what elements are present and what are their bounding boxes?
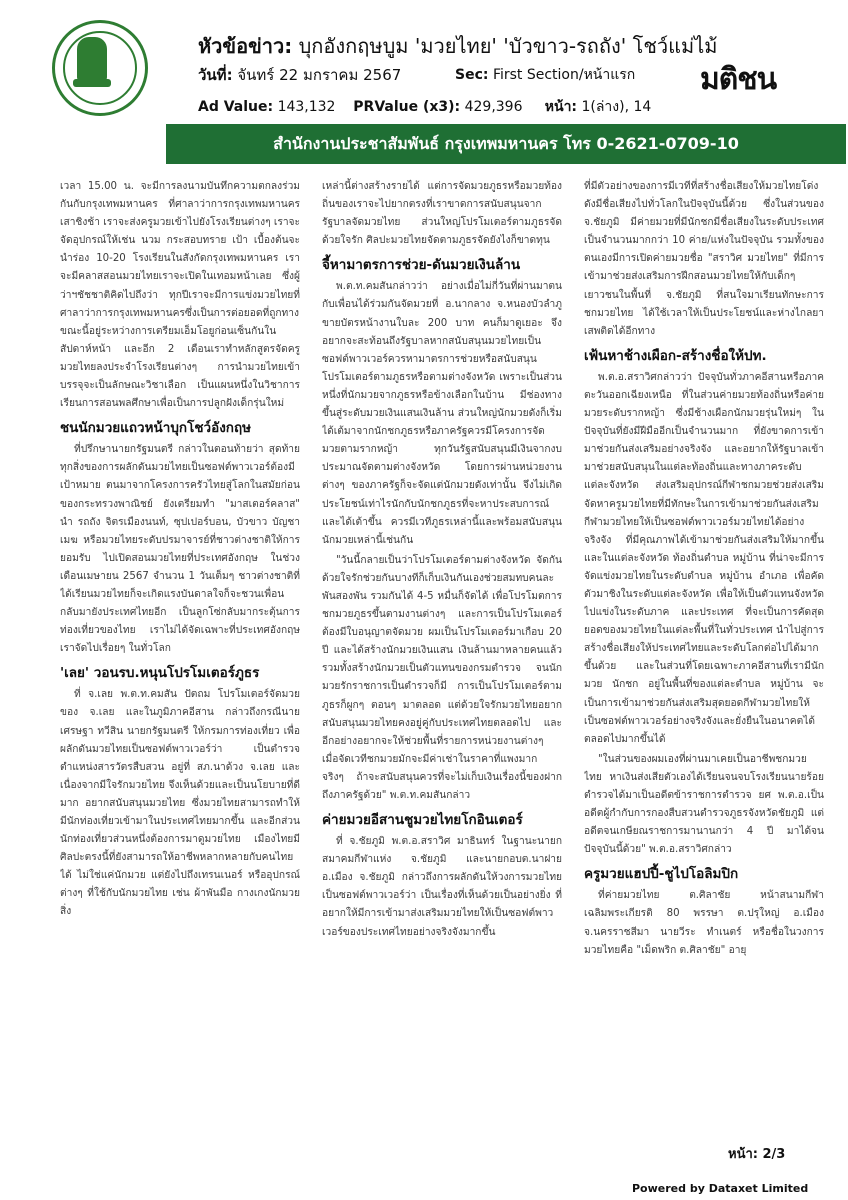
paragraph: ที่ค่ายมวยไทย ต.ศิลาชัย หน้าสนามกีฬาเฉลิมพระเกียรติ 80 พรรษา ต.ปรุใหญ่ อ.เมือง จ.นครราชสีมา นายวีระ ทำเนตร์ หรือชื่อในวงการมวยไทยคือ "เม็ดพริก ต.ศิลาชัย" อายุ [584, 890, 824, 956]
contact-banner [166, 124, 846, 164]
headline-text: บุกอังกฤษบูม 'มวยไทย' 'บัวขาว-รถถัง' โชว์แม่ไม้ [298, 34, 718, 58]
clipping-header [0, 0, 848, 120]
subheading: 'เลย' วอนรบ.หนุนโปรโมเตอร์ภูธร [60, 665, 260, 682]
subheading: ค่ายมวยอีสานชูมวยไทยโกอินเตอร์ [322, 812, 523, 829]
page-indicator: หน้า: 2/3 [728, 1147, 786, 1162]
subheading: ชนนักมวยแถวหน้าบุกโชว์อังกฤษ [60, 420, 252, 437]
section-label: Sec: [455, 67, 489, 83]
section-text: First Section/หน้าแรก [492, 67, 636, 83]
article-column-2 [322, 178, 562, 1138]
pr-value: 429,396 [464, 99, 523, 115]
headline [198, 30, 717, 62]
banner-text: สำนักงานประชาสัมพันธ์ กรุงเทพมหานคร โทร 0-2621-0709-10 [273, 134, 739, 153]
subheading: จี้หามาตรการช่วย-ดันมวยเงินล้าน [322, 257, 521, 274]
article-column-3 [584, 178, 824, 1138]
paragraph: เหล่านี้ต่างสร้างรายได้ แต่การจัดมวยภูธรหรือมวยท้องถิ่นของเราจะไปยากตรงที่เราขาดการสนับสนุนจากรัฐบาลจัดมวยไทย ส่วนใหญ่โปรโมเตอร์ตามภูธรจัดด้วยใจรัก ศิลปะมวยไทยจัดตามภูธรจัดยังไงก็ขาดทุน [322, 181, 562, 247]
bangkok-seal-icon [52, 20, 148, 116]
paragraph: ที่ จ.เลย พ.ต.ท.คมสัน ปัตถม โปรโมเตอร์จัดมวยของ จ.เลย และในภูมิภาคอีสาน กล่าวถึงกรณีนายเศรษฐา ทวีสิน นายกรัฐมนตรี ให้กรมการท่องเที่ยว เพื่อผลักดันมวยไทยเป็นซอฟต์พาวเวอร์ว่า เป็นตำรวจ ตำแหน่งสารวัตรสืบสวน อยู่ที่ สภ.นาด้วง จ.เลย และเนื่องจากมีใจรักมวยไทย จึงเห็นด้วยและเป็นนโยบายที่ดีมาก อยากสนับสนุนมวยไทย ซึ่งมวยไทยสามารถทำให้มีนักท่องเที่ยวเข้ามาในประเทศไทยมากขึ้น และอีกส่วนนักท่องเที่ยวส่วนหนึ่งต้องการมาดูมวยไทย เมืองไทยมีศิลปะตรงนี้ที่ยังสามารถให้อาชีพหลากหลายกับคนไทยได้ ไม่ใช่แค่นักมวย แต่ยังไปถึงเทรนเนอร์ หรืออุปกรณ์ต่างๆ ที่ใช้กับนักมวยไทย เช่น ผ้าพันมือ กางเกงนักมวย สิ่ง [60, 689, 300, 918]
publication-logo: มติชน [700, 62, 777, 97]
section-line [455, 64, 635, 86]
subheading: เฟ้นหาช้างเผือก-สร้างชื่อให้ปท. [584, 347, 767, 364]
date-line [198, 63, 401, 87]
subheading: ครูมวยแฮปปี้-ชูไปโอลิมปิก [584, 866, 739, 883]
ad-value-label: Ad Value: [198, 99, 274, 115]
pr-value-label: PRValue (x3): [353, 99, 461, 115]
paragraph: "วันนี้กลายเป็นว่าโปรโมเตอร์ตามต่างจังหวัด จัดกันด้วยใจรักช่วยกันบางทีก็เก็บเงินกันเองช่วยสมทบคนละพันสองพัน รวมกันได้ 4-5 หมื่นก็จัดได้ เพื่อโปรโมตการชกมวยภูธรขึ้นตามงานต่างๆ และการเป็นโปรโมเตอร์ต้องมีใบอนุญาตจัดมวย ผมเป็นโปรโมเตอร์มาเกือบ 20 ปี และได้สร้างนักมวยเงินแสน เงินล้านมาหลายคนแล้ว รวมทั้งสร้างนักมวยเป็นตัวแทนของกรมตำรวจ จนนักมวยรักราชการเป็นตำรวจก็มี การเป็นโปรโมเตอร์ตามภูธรก็ผูกๆ ตอนๆ มาตลอด แต่ด้วยใจรักมวยไทยอยากสนับสนุนมวยไทยคงอยู่คู่กับประเทศไทยตลอดไป และอีกอย่างอยากจะให้ช่วยพื้นที่รายการหน่วยงานต่างๆ เมื่อจัดเวทีชกมวยมักจะมีค่าเช่าในราคาที่แพงมาก จริงๆ ถ้าจะสนับสนุนควรที่จะไม่เก็บเงินเรื่องนี้ของฝากถึงภาครัฐด้วย" พ.ต.ท.คมสันกล่าว [322, 554, 562, 801]
paragraph: ที่ จ.ชัยภูมิ พ.ต.อ.สราวิศ มาธินทร์ ในฐานะนายกสมาคมกีฬาแห่ง จ.ชัยภูมิ และนายกอบต.นาฝาย อ.เมือง จ.ชัยภูมิ กล่าวถึงการผลักดันให้วงการมวยไทยเป็นซอฟต์พาวเวอร์ว่า เป็นเรื่องที่เห็นด้วยเป็นอย่างยิ่ง ที่อยากให้มีการเข้ามาส่งเสริมมวยไทยให้เป็นซอฟต์พาวเวอร์ของประเทศไทยอย่างจริงจังมากขึ้น [322, 836, 562, 938]
page-value: 1(ล่าง), 14 [581, 99, 652, 115]
paragraph: พ.ต.ท.คมสันกล่าวว่า อย่างเมื่อไม่กี่วันที่ผ่านมาตนกับเพื่อนได้ร่วมกันจัดมวยที่ อ.นากลาง จ.หนองบัวลำภู ขายบัตรหน้างานใบละ 200 บาท คนก็มาดูเยอะ จึงอยากจะสะท้อนถึงรัฐบาลหากสนับสนุนมวยไทยเป็นซอฟต์พาวเวอร์ควรหามาตรการช่วยหรือสนับสนุนโปรโมเตอร์ตามภูธรหรือตามต่างจังหวัด เพราะเป็นส่วนหนึ่งที่นักมวยจากภูธรหรือข้างเลือกในบ้าน มีช่องทางขึ้นสู่ระดับมวยเงินแสนเงินล้าน ส่วนใหญ่นักมวยดังก็เริ่มได้เต้มาจากนักชกภูธรหรือภาครัฐควรมีโครงการจัดมวยตามรากหญ้า ทุกวันรัฐสนับสนุนมีเงินจากงบประมาณจัดตามต่างจังหวัด โดยการผ่านหน่วยงานต่างๆ ของภาครัฐก็จะจัดแต่นักมวยดังเท่านั้น จึงไม่เกิดประโยชน์เท่าไรนักกับนักชกภูธรที่จะหาประสบการณ์และได้เต้าขึ้น ควรมีเวทีภูธรเหล่านี้และพร้อมสนับสนุนนักมวยเหล่านี้เช่นกัน [322, 281, 562, 546]
article-body [60, 178, 826, 1138]
ad-value: 143,132 [277, 99, 336, 115]
seal-figure [77, 37, 107, 83]
page-label: หน้า: [544, 99, 578, 115]
date-text: จันทร์ 22 มกราคม 2567 [237, 66, 402, 84]
paragraph: พ.ต.อ.สราวิศกล่าวว่า ปัจจุบันทั่วภาคอีสานหรือภาคตะวันออกเฉียงเหนือ ที่ในส่วนค่ายมวยท้องถิ่นหรือค่ายมวยระดับรากหญ้า ซึ่งมีช้างเผือกนักมวยรุ่นใหม่ๆ ในปัจจุบันที่ยังมีฝีมืออีกเป็นจำนวนมาก ที่ยังขาดการเข้ามาช่วยกันส่งเสริมอย่างจริงจัง และอยากให้รัฐบาลเข้ามาช่วยสนับสนุนในแต่ละท้องถิ่นและทางภาคระดับแต่ละจังหวัด ส่งเสริมอุปกรณ์กีฬาชกมวยช่วยส่งเสริมจัดหาครูมวยไทยที่มีทักษะในการเข้ามาช่วยกันส่งเสริมกีฬามวยไทยให้เป็นซอฟต์พาวเวอร์มวยไทยได้อย่างจริงจัง ที่มีคุณภาพได้เข้ามาช่วยกันส่งเสริมให้มากขึ้น และในแต่ละจังหวัด ท้องถิ่นตำบล หมู่บ้าน ที่น่าจะมีการจัดแข่งมวยไทยในระดับตำบล หมู่บ้าน อำเภอ เพื่อคัดตัวมาชิงในระดับแต่ละจังหวัด เพื่อให้เป็นตัวแทนจังหวัดไปแข่งในระดับภาค และประเทศ ที่จะเป็นการคัดสุดยอดของมวยไทยในแต่ละพื้นที่ในทั่วประเทศ นำไปสู่การสร้างชื่อเสียงให้ประเทศไทยและระดับโลกต่อไปได้มากขึ้นด้วย และในส่วนที่โดยเฉพาะภาคอีสานที่เรามีนักมวย นักชก อยู่ในพื้นที่ของแต่ละตำบล หมู่บ้าน จะเป็นการเข้ามาช่วยกันส่งเสริมสุดยอดกีฬามวยไทยให้เป็นซอฟต์พาวเวอร์อย่างจริงจังและยั่งยืนในอนาคตได้ตลอดไปมากขึ้นได้ [584, 371, 824, 745]
paragraph: เวลา 15.00 น. จะมีการลงนามบันทึกความตกลงร่วมกันกับกรุงเทพมหานคร ที่ศาลาว่าการกรุงเทพมหานคร เสาชิงช้า เราจะส่งครูมวยเข้าไปยังโรงเรียนต่างๆ เราจะจัดอุปกรณ์ให้เช่น นวม กระสอบทราย เป้า เบื้องต้นจะนำร่อง 10-20 โรงเรียนในสังกัดกรุงเทพมหานคร เราจะมีคลาสสอนมวยไทยเราจะเปิดในเทอมหน้าเลย ซึ่งผู้ว่าฯชัชชาติคิดไปถึงว่า ทุกปีเราจะมีการแข่งมวยไทยที่ศาลาว่าการกรุงเทพมหานครซึ่งเป็นการต่อยอดที่ถูกทาง ขณะนี้อยู่ระหว่างการเตรียมเอ็มโอยูก่อนเซ็นกันในสัปดาห์หน้า และอีก 2 เดือนเราทำหลักสูตรจัดครูมวยไทยลงประจำโรงเรียนต่างๆ การนำมวยไทยเข้าบรรจุจะเป็นลักษณะวิชาเลือก เป็นแผนหนึ่งในวิชาการเรียนการสอนพลศึกษาเพื่อเป็นการปลูกฝังเด็กรุ่นใหม่ [60, 181, 300, 410]
powered-by: Powered by Dataxet Limited [632, 1182, 809, 1195]
paragraph: ที่มีตัวอย่างของการมีเวทีที่สร้างชื่อเสียงให้มวยไทยโด่งดังมีชื่อเสียงไปทั่วโลกในปัจจุบันนี้ด้วย ซึ่งในส่วนของ จ.ชัยภูมิ มีค่ายมวยที่มีนักชกมีชื่อเสียงในระดับประเทศเป็นจำนวนมากกว่า 10 ค่าย/แห่งในปัจจุบัน รวมทั้งของตนเองมีการเปิดค่ายมวยชื่อ "สราวิศ มวยไทย" ที่มีการเข้ามาช่วยส่งเสริมการฝึกสอนมวยไทยให้กับเด็กๆ เยาวชนในพื้นที่ จ.ชัยภูมิ ที่สนใจมาเรียนทักษะการชกมวยไทย ได้ใช้เวลาให้เป็นประโยชน์และห่างไกลยาเสพติดได้อีกทาง [584, 181, 824, 337]
paragraph: ที่ปรึกษานายกรัฐมนตรี กล่าวในตอนท้ายว่า สุดท้ายทุกสิ่งของการผลักดันมวยไทยเป็นซอฟต์พาวเวอร์ต้องมีเป้าหมาย ตนมาจากโครงการครัวไทยสู่โลกในสมัยก่อนของกระทรวงพาณิชย์ ยังเตรียมทำ "มาสเตอร์คลาส" นำ รถถัง จิตรเมืองนนท์, ซุปเปอร์บอน, บัวขาว บัญชาเมฆ หรือมวยไทยระดับปรมาจารย์ที่ชาวต่างชาติให้การยอมรับ ไปเปิดสอนมวยไทยที่ประเทศอังกฤษ ในช่วงเดือนเมษายน 2567 จำนวน 1 วันเต็มๆ ชาวต่างชาติที่ได้เรียนมวยไทยก็จะเกิดแรงบันดาลใจก็จะชวนเพื่อนกลับมายังประเทศไทยอีก เป็นลูกโซ่กลับมากระตุ้นการท่องเที่ยวของไทย เราไม่ได้จัดเฉพาะที่ประเทศอังกฤษ เราจัดไปเรื่อยๆ ในทั่วโลก [60, 444, 300, 655]
date-label: วันที่: [198, 66, 233, 84]
ad-value-line [198, 96, 651, 118]
seal-base [73, 79, 111, 87]
paragraph: "ในส่วนของผมเองที่ผ่านมาเคยเป็นอาชีพชกมวยไทย หาเงินส่งเสียตัวเองได้เรียนจนจบโรงเรียนนายร้อยตำรวจได้มาเป็นอดีตข้าราชการตำรวจ ยศ พ.ต.อ.เป็นอดีตผู้กำกับการกองสืบสวนตำรวจภูธรจังหวัดชัยภูมิ แต่อดีตจนเกษียณราชการมานานกว่า 4 ปี มาได้จนปัจจุบันนี้ด้วย" พ.ต.อ.สราวิศกล่าว [584, 753, 824, 856]
headline-label: หัวข้อข่าว: [198, 34, 293, 58]
article-column-1 [60, 178, 300, 1138]
